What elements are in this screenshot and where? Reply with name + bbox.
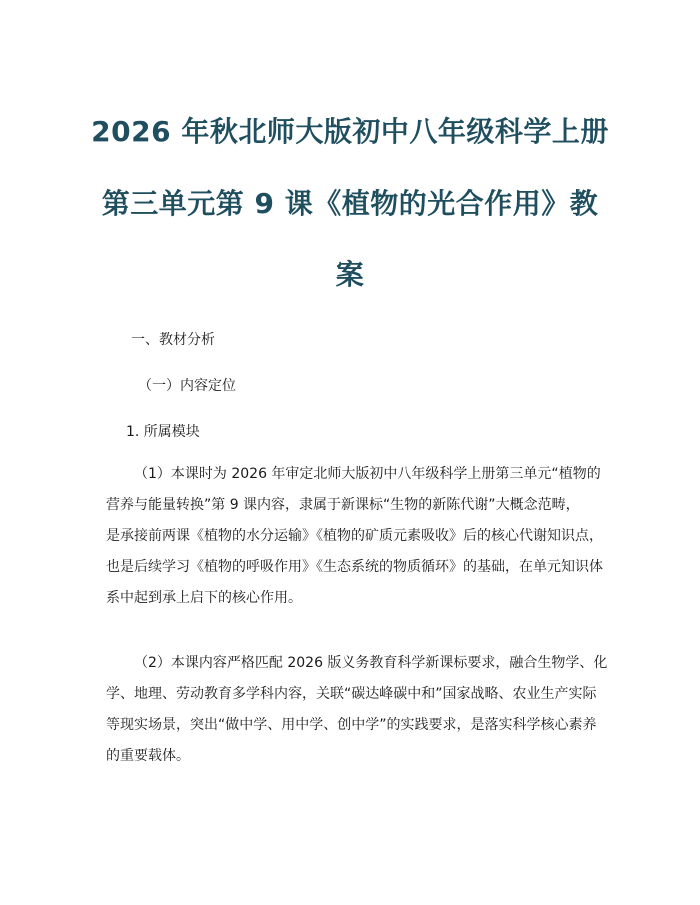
document-title-line-2: 第三单元第 9 课《植物的光合作用》教 [101, 187, 599, 220]
paragraph-line: 营养与能量转换”第 9 课内容，隶属于新课标“生物的新陈代谢”大概念范畴， [106, 497, 580, 513]
paragraph-2 [106, 648, 608, 772]
paragraph-line: （1）本课时为 2026 年审定北师大版初中八年级科学上册第三单元“植物的 [134, 466, 601, 482]
paragraph-line: 学、地理、劳动教育多学科内容，关联“碳达峰碳中和”国家战略、农业生产实际 [106, 686, 597, 702]
paragraph-line: 是承接前两课《植物的水分运输》《植物的矿质元素吸收》后的核心代谢知识点， [106, 528, 603, 544]
subsection-heading-content-positioning: （一）内容定位 [138, 378, 236, 394]
paragraph-1 [106, 459, 602, 614]
paragraph-line: 等现实场景，突出“做中学、用中学、创中学”的实践要求，是落实科学核心素养 [106, 717, 597, 733]
paragraph-line: 也是后续学习《植物的呼吸作用》《生态系统的物质循环》的基础，在单元知识体 [106, 559, 603, 575]
item-heading-module: 1. 所属模块 [126, 424, 200, 440]
paragraph-line: 系中起到承上启下的核心作用。 [106, 590, 302, 606]
paragraph-line: 的重要载体。 [106, 748, 190, 764]
paragraph-line: （2）本课内容严格匹配 2026 版义务教育科学新课标要求，融合生物学、化 [134, 655, 608, 671]
document-title-line-3: 案 [335, 258, 365, 291]
section-heading-textbook-analysis: 一、教材分析 [131, 332, 215, 348]
document-title-line-1: 2026 年秋北师大版初中八年级科学上册 [91, 115, 609, 148]
